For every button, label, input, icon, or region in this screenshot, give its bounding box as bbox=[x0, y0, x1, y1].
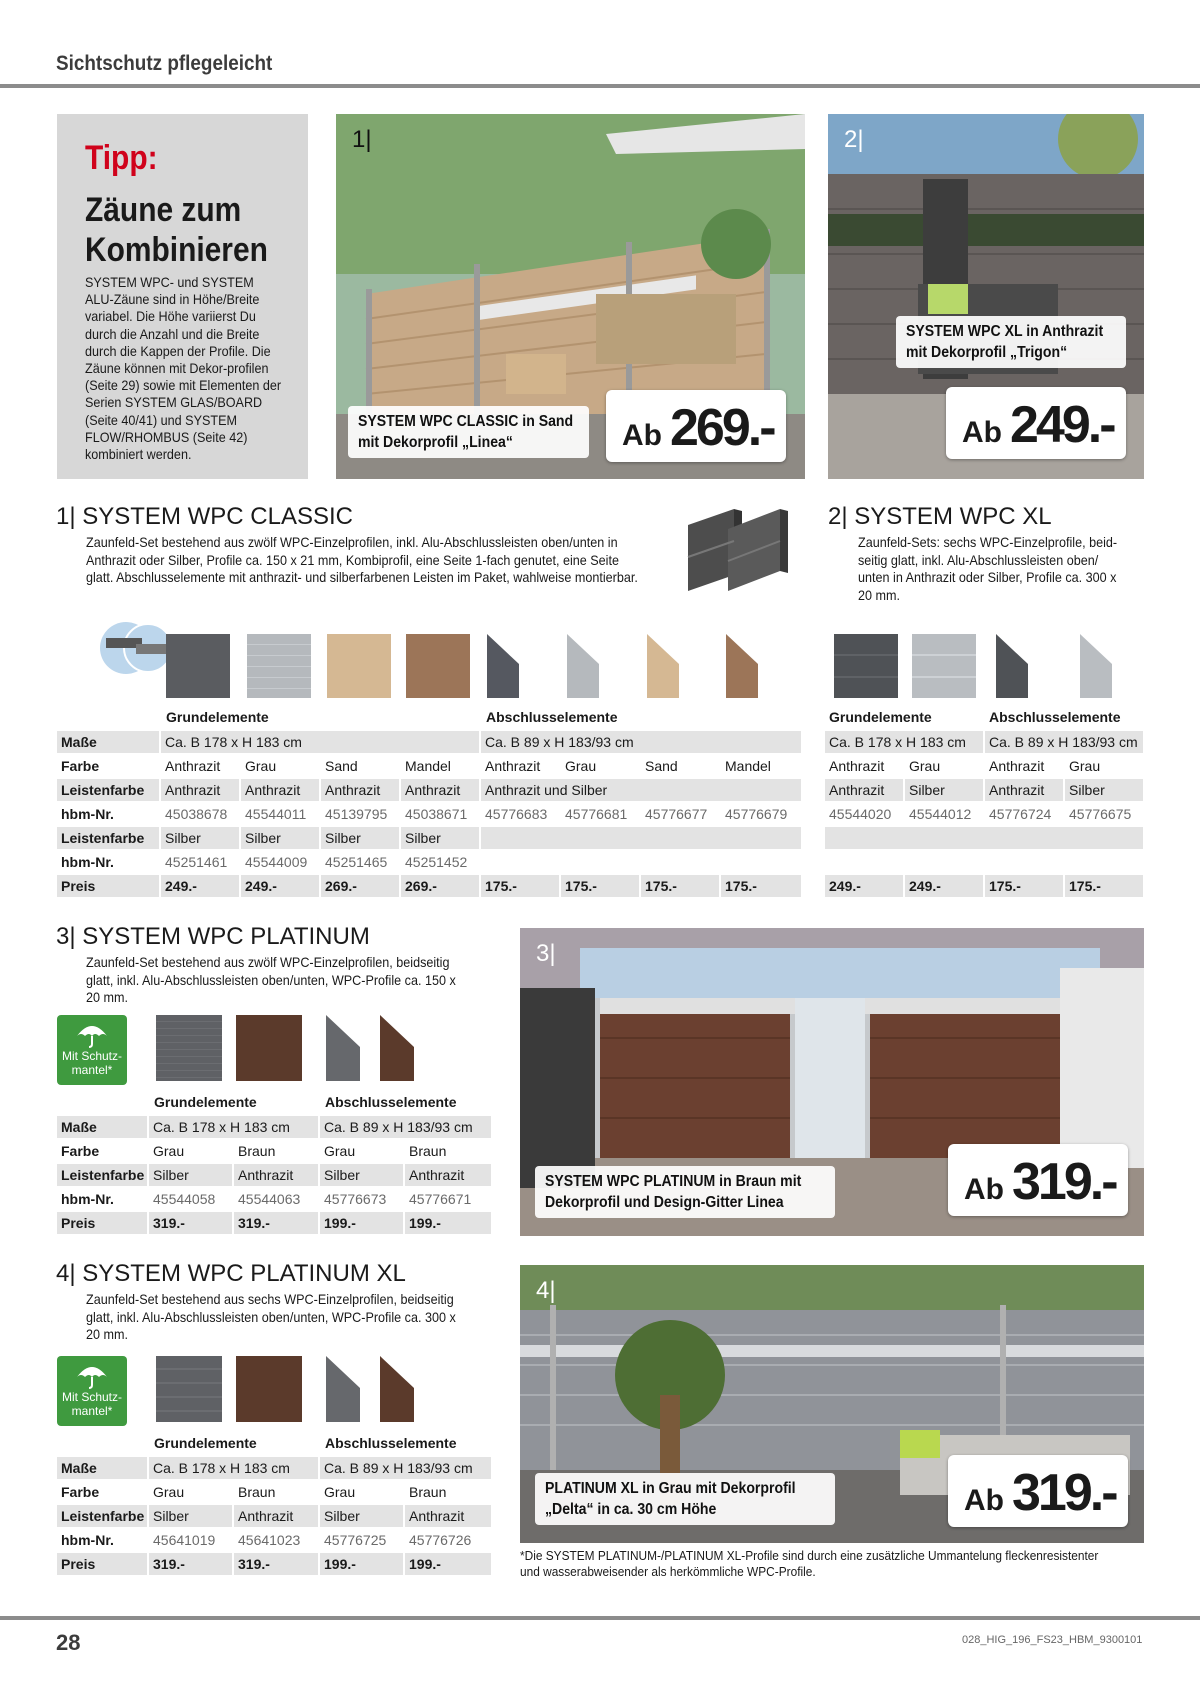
photo-number: 1| bbox=[352, 126, 372, 153]
header-rule bbox=[0, 84, 1200, 88]
table-row: Farbe Grau Braun Grau Braun bbox=[61, 1484, 447, 1500]
price-prefix: Ab bbox=[962, 416, 1002, 449]
swatch-xl-end-grau bbox=[1080, 634, 1112, 698]
profile-sample-image bbox=[684, 505, 804, 593]
section-text-classic: Zaunfeld-Set bestehend aus zwölf WPC-Einzelprofilen, inkl. Alu-Abschlussleisten oben/unten in Anthrazit oder Silber, Profile ca. 150 x 21 mm, Kombiprofil, eine Seite 1-fach genutet, eine Seite glatt. Abschlusselemente mit anthrazit- und silberfarbenen Leisten im Paket, wahlweise montierbar. bbox=[86, 534, 638, 585]
profile-detail-circles bbox=[96, 618, 176, 674]
table-row: hbm-Nr. 45544058 45544063 45776673 45776671 bbox=[61, 1191, 472, 1207]
price-tag bbox=[948, 1455, 1128, 1527]
price-prefix: Ab bbox=[964, 1484, 1004, 1517]
table-row bbox=[825, 827, 1143, 849]
caption-line2: mit Dekorprofil „Trigon“ bbox=[906, 344, 1068, 361]
footer-rule bbox=[0, 1616, 1200, 1620]
protective-coating-badge bbox=[57, 1356, 127, 1426]
table-row: Ca. B 178 x H 183 cm Ca. B 89 x H 183/93 cm bbox=[825, 731, 1143, 753]
swatch-braun bbox=[236, 1015, 302, 1081]
table-row: Leistenfarbe Anthrazit Anthrazit Anthrazit Anthrazit Anthrazit und Silber bbox=[57, 779, 801, 801]
swatch-grau bbox=[156, 1015, 222, 1081]
tip-box bbox=[57, 114, 308, 479]
swatch-end-braun bbox=[380, 1015, 414, 1081]
swatch-end-grau bbox=[567, 634, 599, 698]
price-amount: 319.- bbox=[1012, 1153, 1116, 1211]
swatch-end-grau bbox=[326, 1015, 360, 1081]
photo-caption bbox=[348, 406, 589, 458]
table-row: hbm-Nr. 45641019 45641023 45776725 45776726 bbox=[61, 1532, 472, 1548]
photo-wpc-platinum-xl bbox=[520, 1265, 1144, 1543]
table-row: Anthrazit Silber Anthrazit Silber bbox=[825, 779, 1143, 801]
price-prefix: Ab bbox=[622, 419, 662, 452]
photo-wpc-classic bbox=[336, 114, 805, 479]
page-title: Sichtschutz pflegeleicht bbox=[56, 52, 273, 75]
price-amount: 249.- bbox=[1010, 396, 1114, 454]
section-text-xl: Zaunfeld-Sets: sechs WPC-Einzelprofile, beid-seitig glatt, inkl. Alu-Abschlussleisten oben/ unten in Anthrazit oder Silber, Profile ca. 300 x 20 mm. bbox=[858, 534, 1118, 603]
table-row: Farbe Anthrazit Grau Sand Mandel Anthrazit Grau Sand Mandel bbox=[61, 758, 771, 774]
tip-text: SYSTEM WPC- und SYSTEM ALU-Zäune sind in Höhe/Breite variabel. Die Höhe variierst Du durch die Anzahl und die Breite durch die Kappen der Profile. Die Zäune können mit Dekor-profilen (Seite 29) sowie mit Elementen der Serien SYSTEM GLAS/BOARD (Seite 40/41) und SYSTEM FLOW/RHOMBUS (Seite 42) kombiniert werden. bbox=[85, 274, 282, 463]
swatch-xl-end-anthrazit bbox=[996, 634, 1028, 698]
photo-number: 4| bbox=[536, 1277, 556, 1304]
table-row: Preis 319.- 319.- 199.- 199.- bbox=[57, 1212, 491, 1234]
photo-number: 2| bbox=[844, 126, 864, 153]
caption-line2: mit Dekorprofil „Linea“ bbox=[358, 434, 513, 451]
umbrella-icon bbox=[75, 1022, 109, 1048]
table-row: Preis 319.- 319.- 199.- 199.- bbox=[57, 1553, 491, 1575]
table-row: 45544020 45544012 45776724 45776675 bbox=[829, 806, 1132, 822]
table-row: hbm-Nr. 45251461 45544009 45251465 45251452 bbox=[61, 854, 468, 870]
page-number: 28 bbox=[56, 1630, 81, 1655]
photo-wpc-xl bbox=[828, 114, 1144, 479]
caption-line2: Dekorprofil und Design-Gitter Linea bbox=[545, 1194, 784, 1211]
price-amount: 269.- bbox=[670, 399, 774, 457]
swatch-braun bbox=[236, 1356, 302, 1422]
price-tag bbox=[948, 1144, 1128, 1216]
photo-caption bbox=[535, 1166, 835, 1218]
swatch-end-braun bbox=[380, 1356, 414, 1422]
badge-label: Mit Schutz-mantel* bbox=[61, 1049, 122, 1077]
catalog-code: 028_HIG_196_FS23_HBM_9300101 bbox=[962, 1634, 1143, 1646]
caption-line1: PLATINUM XL in Grau mit Dekorprofil bbox=[545, 1480, 796, 1497]
photo-number: 3| bbox=[536, 940, 556, 967]
price-tag bbox=[606, 390, 786, 462]
photo-caption bbox=[896, 316, 1126, 368]
table-row: Farbe Grau Braun Grau Braun bbox=[61, 1143, 447, 1159]
caption-line1: SYSTEM WPC PLATINUM in Braun mit bbox=[545, 1173, 802, 1190]
table-row: Maße Ca. B 178 x H 183 cm Ca. B 89 x H 183/93 cm bbox=[57, 1116, 491, 1138]
swatch-xl-anthrazit bbox=[834, 634, 898, 698]
table-row: 249.- 249.- 175.- 175.- bbox=[825, 875, 1143, 897]
table-row: hbm-Nr. 45038678 45544011 45139795 45038671 45776683 45776681 45776677 45776679 bbox=[61, 806, 788, 822]
group-heading: Abschlusselemente bbox=[989, 709, 1121, 725]
umbrella-icon bbox=[75, 1363, 109, 1389]
tip-heading-line2: Kombinieren bbox=[85, 231, 268, 269]
photo-caption bbox=[535, 1473, 835, 1525]
group-heading: Abschlusselemente bbox=[325, 1435, 457, 1451]
swatch-grau bbox=[247, 634, 311, 698]
group-heading: Grundelemente bbox=[166, 709, 269, 725]
section-text-platinum-xl: Zaunfeld-Set bestehend aus sechs WPC-Einzelprofilen, beidseitig glatt, inkl. Alu-Abschlussleisten oben/unten, WPC-Profile ca. 300 x 20 mm. bbox=[86, 1291, 456, 1342]
table-row: Leistenfarbe Silber Anthrazit Silber Anthrazit bbox=[57, 1505, 491, 1527]
group-heading: Abschlusselemente bbox=[325, 1094, 457, 1110]
swatch-end-anthrazit bbox=[487, 634, 519, 698]
tip-label: Tipp: bbox=[85, 139, 158, 177]
table-row: Leistenfarbe Silber Silber Silber Silber bbox=[57, 827, 801, 849]
table-row: Maße Ca. B 178 x H 183 cm Ca. B 89 x H 183/93 cm bbox=[57, 731, 801, 753]
swatch-end-mandel bbox=[726, 634, 758, 698]
table-row: Preis 249.- 249.- 269.- 269.- 175.- 175.- 175.- 175.- bbox=[57, 875, 801, 897]
caption-line1: SYSTEM WPC XL in Anthrazit bbox=[906, 323, 1104, 340]
group-heading: Grundelemente bbox=[154, 1094, 257, 1110]
section-title-classic: 1| SYSTEM WPC CLASSIC bbox=[56, 503, 353, 530]
section-title-platinum: 3| SYSTEM WPC PLATINUM bbox=[56, 923, 370, 950]
footnote: *Die SYSTEM PLATINUM-/PLATINUM XL-Profile sind durch eine zusätzliche Ummantelung fleckenresistenter und wasserabweisender als herkömmliche WPC-Profile. bbox=[520, 1549, 1099, 1579]
protective-coating-badge bbox=[57, 1015, 127, 1085]
price-prefix: Ab bbox=[964, 1173, 1004, 1206]
group-heading: Grundelemente bbox=[829, 709, 932, 725]
price-tag bbox=[946, 387, 1126, 459]
swatch-grau bbox=[156, 1356, 222, 1422]
group-heading: Grundelemente bbox=[154, 1435, 257, 1451]
swatch-xl-grau bbox=[912, 634, 976, 698]
swatch-mandel bbox=[406, 634, 470, 698]
section-title-platinum-xl: 4| SYSTEM WPC PLATINUM XL bbox=[56, 1260, 406, 1287]
swatch-anthrazit bbox=[166, 634, 230, 698]
caption-line1: SYSTEM WPC CLASSIC in Sand bbox=[358, 413, 574, 430]
tip-heading-line1: Zäune zum bbox=[85, 191, 242, 229]
caption-line2: „Delta“ in ca. 30 cm Höhe bbox=[545, 1501, 717, 1518]
group-heading: Abschlusselemente bbox=[486, 709, 618, 725]
table-row: Maße Ca. B 178 x H 183 cm Ca. B 89 x H 183/93 cm bbox=[57, 1457, 491, 1479]
table-row: Leistenfarbe Silber Anthrazit Silber Anthrazit bbox=[57, 1164, 491, 1186]
section-text-platinum: Zaunfeld-Set bestehend aus zwölf WPC-Einzelprofilen, beidseitig glatt, inkl. Alu-Abschlussleisten oben/unten, WPC-Profile ca. 150 x 20 mm. bbox=[86, 954, 456, 1005]
table-row: Anthrazit Grau Anthrazit Grau bbox=[829, 758, 1101, 774]
swatch-sand bbox=[327, 634, 391, 698]
section-title-xl: 2| SYSTEM WPC XL bbox=[828, 503, 1052, 530]
price-amount: 319.- bbox=[1012, 1464, 1116, 1522]
swatch-end-grau bbox=[326, 1356, 360, 1422]
badge-label: Mit Schutz-mantel* bbox=[61, 1390, 122, 1418]
swatch-end-sand bbox=[647, 634, 679, 698]
photo-wpc-platinum bbox=[520, 928, 1144, 1236]
